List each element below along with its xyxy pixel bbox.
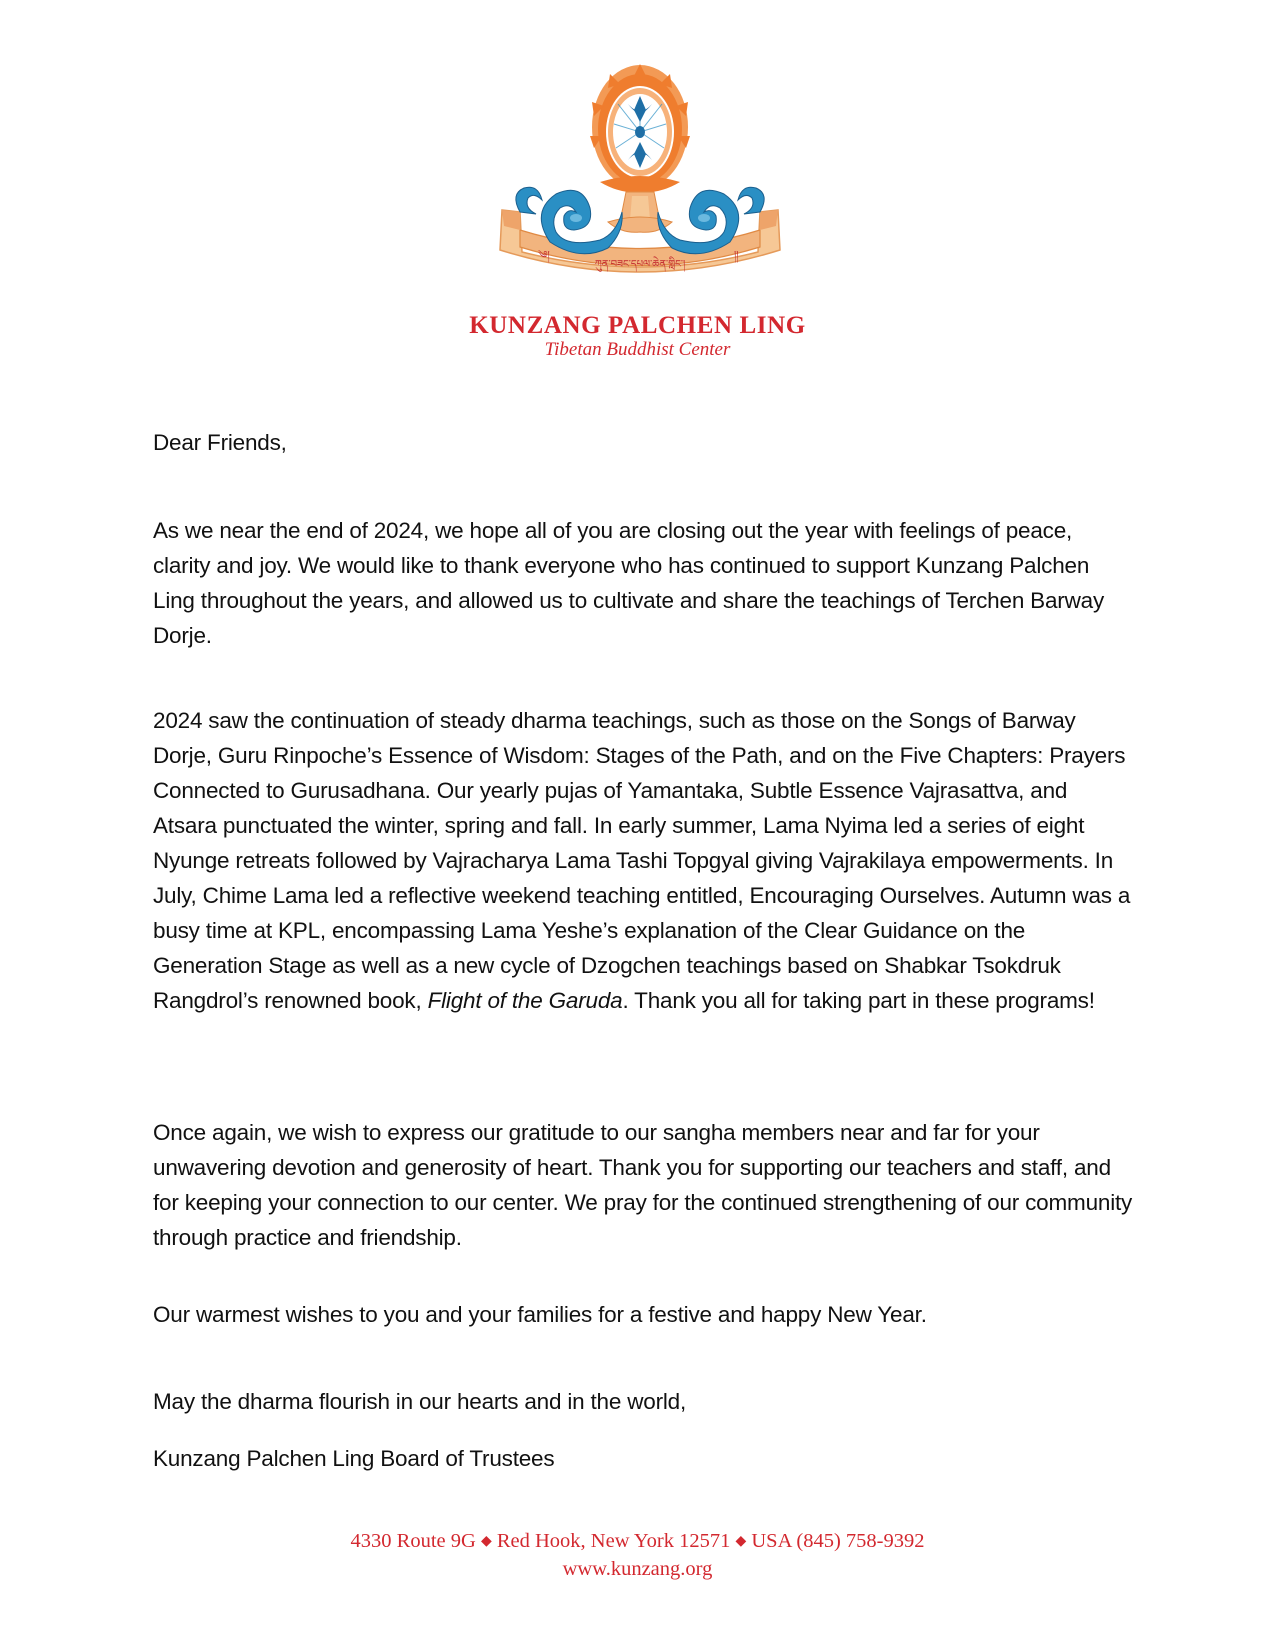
org-subtitle: Tibetan Buddhist Center	[544, 339, 731, 360]
paragraph-year-review-end: . Thank you all for taking part in these programs!	[622, 988, 1095, 1013]
paragraph-intro: As we near the end of 2024, we hope all of you are closing out the year with feelings of peace, clarity and joy. We would like to thank everyone who has continued to support Kunzang Palchen Ling throughout the years, and allowed us to cultivate and share the teachings of Terchen Barway Dorje.	[153, 518, 1105, 648]
org-name: KUNZANG PALCHEN LING	[469, 312, 806, 339]
closing-line: May the dharma flourish in our hearts and in the world,	[153, 1389, 687, 1414]
footer-address	[0, 1530, 1275, 1553]
footer-country-phone: USA (845) 758-9392	[751, 1530, 925, 1552]
diamond-icon: ◆	[480, 1534, 492, 1549]
footer-street: 4330 Route 9G	[350, 1530, 476, 1552]
footer-website[interactable]: www.kunzang.org	[562, 1558, 713, 1580]
svg-text:༄།: ༄།	[538, 250, 550, 261]
logo-tibetan-text: ཀུན་བཟང་དཔལ་ཆེན་གླིང་།	[594, 259, 686, 270]
footer-city: Red Hook, New York 12571	[496, 1530, 731, 1552]
paragraph-year-review-text: 2024 saw the continuation of steady dharma teachings, such as those on the Songs of Barway Dorje, Guru Rinpoche’s Essence of Wisdom: Stages of the Path, and on the Five Chapters: Prayers Connected to Gurusadhana. Our yearly pujas of Yamantaka, Subtle Essence Vajrasattva, and Atsara punctuated the winter, spring and fall. In early summer, Lama Nyima led a series of eight Nyunge retreats followed by Vajracharya Lama Tashi Topgyal giving Vajrakilaya empowerments. In July, Chime Lama led a reflective weekend teaching entitled, Encouraging Ourselves. Autumn was a busy time at KPL, encompassing Lama Yeshe’s explanation of the Clear Guidance on the Generation Stage as well as a new cycle of Dzogchen teachings based on Shabkar Tsokdruk Rangdrol’s renowned book,	[153, 708, 1131, 1013]
signature: Kunzang Palchen Ling Board of Trustees	[153, 1446, 555, 1471]
paragraph-wishes: Our warmest wishes to you and your families for a festive and happy New Year.	[153, 1302, 927, 1327]
paragraph-gratitude: Once again, we wish to express our gratitude to our sangha members near and far for your unwavering devotion and generosity of heart. Thank you for supporting our teachers and staff, and for keeping your connection to our center. We pray for the continued strengthening of our community through practice and friendship.	[153, 1120, 1133, 1250]
paragraph-year-review	[153, 703, 1133, 1018]
vajra-lotus-logo-icon	[490, 62, 790, 288]
diamond-icon: ◆	[735, 1534, 747, 1549]
book-title: Flight of the Garuda	[427, 988, 623, 1013]
svg-text:།།: །།	[734, 250, 739, 261]
greeting: Dear Friends,	[153, 430, 287, 455]
